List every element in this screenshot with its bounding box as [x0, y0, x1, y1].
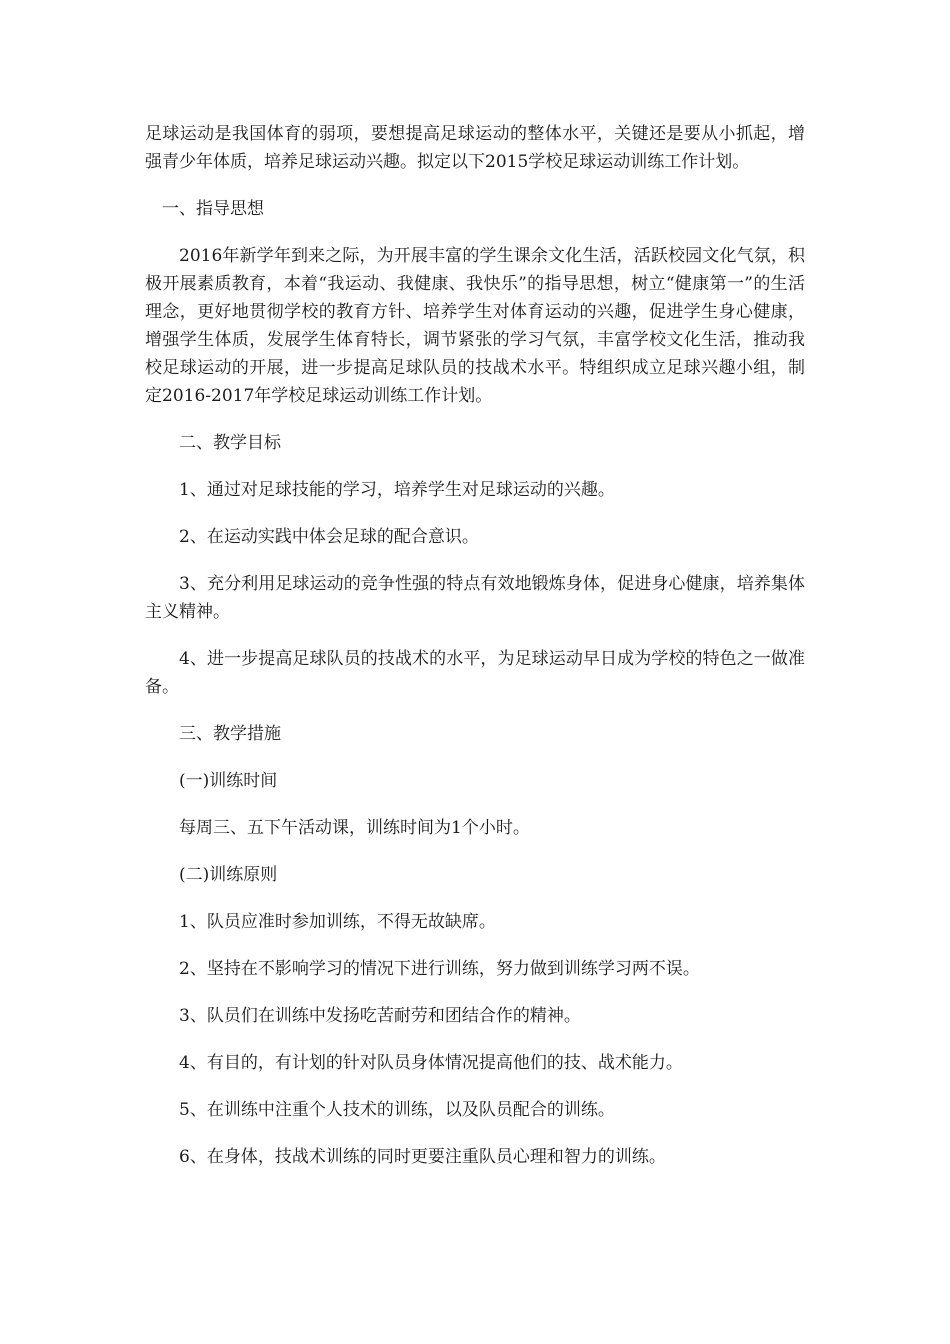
goal-item: 1、通过对足球技能的学习，培养学生对足球运动的兴趣。 — [179, 480, 615, 500]
section-heading-teaching-measures: 三、教学措施 — [179, 724, 281, 744]
principle-item: 1、队员应准时参加训练，不得无故缺席。 — [179, 912, 496, 932]
document-page — [145, 120, 805, 1171]
subsection-body-training-time: 每周三、五下午活动课，训练时间为1个小时。 — [179, 818, 530, 838]
principle-item: 3、队员们在训练中发扬吃苦耐劳和团结合作的精神。 — [179, 1006, 581, 1026]
subsection-heading-training-principles: (二)训练原则 — [179, 865, 278, 885]
goal-item: 3、充分利用足球运动的竞争性强的特点有效地锻炼身体，促进身心健康，培养集体主义精神。 — [145, 574, 805, 622]
section-heading-guiding-thought: 一、指导思想 — [162, 199, 264, 219]
goal-item: 2、在运动实践中体会足球的配合意识。 — [179, 527, 479, 547]
goal-item: 4、进一步提高足球队员的技战术的水平，为足球运动早日成为学校的特色之一做准备。 — [145, 649, 805, 697]
subsection-heading-training-time: (一)训练时间 — [179, 771, 278, 791]
section-body-guiding-thought: 2016年新学年到来之际，为开展丰富的学生课余文化生活，活跃校园文化气氛，积极开展素质教育，本着“我运动、我健康、我快乐”的指导思想，树立“健康第一”的生活理念，更好地贯彻学校的教育方针、培养学生对体育运动的兴趣，促进学生身心健康，增强学生体质，发展学生体育特长，调节紧张的学习气氛，丰富学校文化生活，推动我校足球运动的开展，进一步提高足球队员的技战术水平。特组织成立足球兴趣小组，制定2016-2017年学校足球运动训练工作计划。 — [145, 246, 805, 406]
principle-item: 5、在训练中注重个人技术的训练，以及队员配合的训练。 — [179, 1100, 615, 1120]
principle-item: 6、在身体，技战术训练的同时更要注重队员心理和智力的训练。 — [179, 1147, 666, 1167]
principle-item: 2、坚持在不影响学习的情况下进行训练，努力做到训练学习两不误。 — [179, 959, 700, 979]
principle-item: 4、有目的，有计划的针对队员身体情况提高他们的技、战术能力。 — [179, 1053, 683, 1073]
intro-paragraph: 足球运动是我国体育的弱项，要想提高足球运动的整体水平，关键还是要从小抓起，增强青少年体质，培养足球运动兴趣。拟定以下2015学校足球运动训练工作计划。 — [145, 124, 805, 172]
section-heading-teaching-goals: 二、教学目标 — [179, 433, 281, 453]
